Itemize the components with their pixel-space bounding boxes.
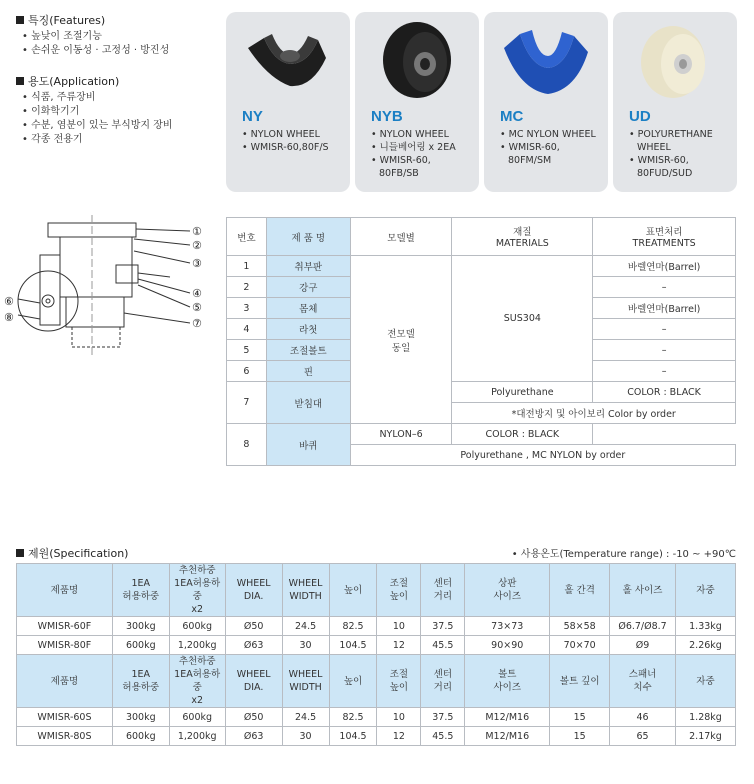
spec-header-cell: WHEEL DIA. <box>225 655 282 708</box>
spec-cell: Ø50 <box>225 708 282 727</box>
application-title: 용도(Application) <box>16 73 206 89</box>
header-material: 재질 MATERIALS <box>452 218 593 256</box>
spec-cell: 10 <box>377 617 421 636</box>
spec-cell: WMISR-80S <box>17 727 113 746</box>
square-bullet-icon <box>16 16 24 24</box>
spec-cell: 12 <box>377 727 421 746</box>
spec-header-cell: 높이 <box>329 655 377 708</box>
spec-cell: Ø50 <box>225 617 282 636</box>
mc-nylon-wheel-half-icon <box>496 18 596 106</box>
features-section <box>16 12 206 147</box>
spec-table <box>16 563 736 746</box>
callout-4: ④ <box>192 287 202 300</box>
spec-cell: 600kg <box>169 617 225 636</box>
spec-cell: Ø63 <box>225 727 282 746</box>
callout-6: ⑥ <box>4 295 14 308</box>
spec-cell: 2.17kg <box>675 727 735 746</box>
application-item: • 이화학기기 <box>16 105 206 119</box>
spec-cell: 2.26kg <box>675 636 735 655</box>
spec-header-cell: WHEEL WIDTH <box>282 655 329 708</box>
spec-cell: 37.5 <box>421 708 465 727</box>
spec-cell: 82.5 <box>329 617 377 636</box>
wheel-spec-line: • NYLON WHEEL <box>371 128 473 141</box>
polyurethane-wheel-icon <box>625 18 725 106</box>
spec-cell: 90×90 <box>465 636 550 655</box>
spec-cell: 24.5 <box>282 708 329 727</box>
spec-cell: 1.33kg <box>675 617 735 636</box>
nylon-bearing-wheel-icon <box>367 18 467 106</box>
application-item: • 수분, 염분이 있는 부식방지 장비 <box>16 119 206 133</box>
spec-header-cell: 홀 사이즈 <box>610 564 676 617</box>
wheel-code: NY <box>242 108 263 125</box>
spec-header-cell: 조절 높이 <box>377 655 421 708</box>
callout-3: ③ <box>192 257 202 270</box>
callout-7: ⑦ <box>192 317 202 330</box>
spec-header-cell: 자중 <box>675 564 735 617</box>
wheel-spec-list <box>500 128 602 167</box>
spec-cell: 37.5 <box>421 617 465 636</box>
callout-2: ② <box>192 239 202 252</box>
caster-diagram <box>0 215 220 365</box>
wheel-card-ud <box>613 12 737 192</box>
spec-cell: 30 <box>282 636 329 655</box>
spec-header-cell: 높이 <box>329 564 377 617</box>
spec-cell: 58×58 <box>550 617 610 636</box>
spec-cell: 600kg <box>112 727 169 746</box>
callout-8: ⑧ <box>4 311 14 324</box>
spec-cell: 82.5 <box>329 708 377 727</box>
wheel-spec-line: • WMISR-60,80F/S <box>242 141 344 154</box>
nylon-wheel-half-icon <box>238 18 338 106</box>
spec-header-cell: 스패너 치수 <box>610 655 676 708</box>
material-sus-cell: SUS304 <box>452 256 593 382</box>
table-row: 2 강구 – <box>227 277 736 298</box>
table-header-row <box>227 218 736 256</box>
spec-cell: Ø6.7/Ø8.7 <box>610 617 676 636</box>
features-item: • 높낮이 조절기능 <box>16 30 206 44</box>
spec-header-cell: 자중 <box>675 655 735 708</box>
spec-rows-f <box>17 617 736 655</box>
spec-cell: 1,200kg <box>169 636 225 655</box>
spec-cell: 45.5 <box>421 727 465 746</box>
spec-header-row-s <box>17 655 736 708</box>
square-bullet-icon <box>16 77 24 85</box>
wheel-spec-line: • WMISR-60, 80FM/SM <box>500 141 602 167</box>
application-item: • 각종 전용기 <box>16 133 206 147</box>
application-item: • 식품, 주류장비 <box>16 91 206 105</box>
spec-cell: 1.28kg <box>675 708 735 727</box>
wheel-spec-line: • POLYURETHANE WHEEL <box>629 128 731 154</box>
spec-cell: 65 <box>610 727 676 746</box>
wheel-card-mc <box>484 12 608 192</box>
wheel-card-nyb <box>355 12 479 192</box>
spec-header-cell: WHEEL DIA. <box>225 564 282 617</box>
table-row: *대전방지 및 아이보리 Color by order <box>227 403 736 424</box>
wheel-spec-line: • 니들베어링 x 2EA <box>371 141 473 154</box>
spec-cell: 24.5 <box>282 617 329 636</box>
wheel-code: NYB <box>371 108 403 125</box>
table-row: 8 바퀴 NYLON–6 COLOR : BLACK <box>227 424 736 445</box>
spec-cell: Ø63 <box>225 636 282 655</box>
table-row: 6 핀 – <box>227 361 736 382</box>
wheel-spec-list <box>629 128 731 180</box>
spec-cell: 600kg <box>169 708 225 727</box>
wheel-code: MC <box>500 108 524 125</box>
wheel-spec-line: • WMISR-60, 80FB/SB <box>371 154 473 180</box>
spec-cell: M12/M16 <box>465 727 550 746</box>
spec-rows-s <box>17 708 736 746</box>
wheel-spec-line: • MC NYLON WHEEL <box>500 128 602 141</box>
spec-header-cell: 추천하중 1EA허용하중 x2 <box>169 564 225 617</box>
table-row <box>17 708 736 727</box>
spec-cell: 45.5 <box>421 636 465 655</box>
table-row: 3 몸체 바렐연마(Barrel) <box>227 298 736 319</box>
wheel-code: UD <box>629 108 651 125</box>
spec-header-cell: 1EA 허용하중 <box>112 655 169 708</box>
spec-cell: 1,200kg <box>169 727 225 746</box>
callout-1: ① <box>192 225 202 238</box>
spec-header-cell: 상판 사이즈 <box>465 564 550 617</box>
header-treatment: 표면처리 TREATMENTS <box>593 218 736 256</box>
spec-cell: Ø9 <box>610 636 676 655</box>
model-all-cell: 전모델 동일 <box>350 256 452 424</box>
wheel-spec-list <box>371 128 473 180</box>
spec-header-row-f <box>17 564 736 617</box>
spec-cell: 104.5 <box>329 727 377 746</box>
wheel-card-ny <box>226 12 350 192</box>
spec-cell: 73×73 <box>465 617 550 636</box>
spec-cell: WMISR-60S <box>17 708 113 727</box>
header-name: 제 품 명 <box>266 218 350 256</box>
spec-cell: 300kg <box>112 617 169 636</box>
spec-header-cell: 홀 간격 <box>550 564 610 617</box>
spec-cell: WMISR-80F <box>17 636 113 655</box>
spec-cell: 104.5 <box>329 636 377 655</box>
features-item: • 손쉬운 이동성 · 고정성 · 방진성 <box>16 44 206 58</box>
table-row: 1 취부판 전모델 동일 SUS304 바렐연마(Barrel) <box>227 256 736 277</box>
spec-header-cell: 추천하중 1EA허용하중 x2 <box>169 655 225 708</box>
spec-cell: 15 <box>550 727 610 746</box>
header-model: 모델별 <box>350 218 452 256</box>
spec-cell: 600kg <box>112 636 169 655</box>
table-row <box>17 617 736 636</box>
spec-header-cell: 볼트 사이즈 <box>465 655 550 708</box>
spec-cell: M12/M16 <box>465 708 550 727</box>
table-row <box>17 636 736 655</box>
square-bullet-icon <box>16 549 24 557</box>
header-no: 번호 <box>227 218 267 256</box>
spec-header-cell: 제품명 <box>17 564 113 617</box>
spec-header-cell: 볼트 깊이 <box>550 655 610 708</box>
spec-cell: 46 <box>610 708 676 727</box>
table-row: 5 조절볼트 – <box>227 340 736 361</box>
parts-materials-table <box>226 217 736 466</box>
spec-header-cell: 1EA 허용하중 <box>112 564 169 617</box>
table-row: 7 받침대 Polyurethane COLOR : BLACK <box>227 382 736 403</box>
callout-5: ⑤ <box>192 301 202 314</box>
spec-cell: 70×70 <box>550 636 610 655</box>
spec-cell: 10 <box>377 708 421 727</box>
spec-cell: 15 <box>550 708 610 727</box>
spec-cell: 300kg <box>112 708 169 727</box>
spec-cell: 12 <box>377 636 421 655</box>
spec-header-cell: 제품명 <box>17 655 113 708</box>
table-row: Polyurethane , MC NYLON by order <box>227 445 736 466</box>
spec-header-cell: 센터 거리 <box>421 564 465 617</box>
temperature-range: • 사용온도(Temperature range) : -10 ~ +90℃ <box>511 549 736 560</box>
wheel-spec-line: • WMISR-60, 80FUD/SUD <box>629 154 731 180</box>
wheel-spec-line: • NYLON WHEEL <box>242 128 344 141</box>
table-row <box>17 727 736 746</box>
spec-header <box>16 545 736 561</box>
spec-cell: 30 <box>282 727 329 746</box>
spec-cell: WMISR-60F <box>17 617 113 636</box>
spec-title: 제원(Specification) <box>16 545 128 561</box>
table-row: 4 라첫 – <box>227 319 736 340</box>
spec-header-cell: 센터 거리 <box>421 655 465 708</box>
spec-header-cell: WHEEL WIDTH <box>282 564 329 617</box>
features-title: 특징(Features) <box>16 12 206 28</box>
spec-header-cell: 조절 높이 <box>377 564 421 617</box>
wheel-spec-list <box>242 128 344 154</box>
